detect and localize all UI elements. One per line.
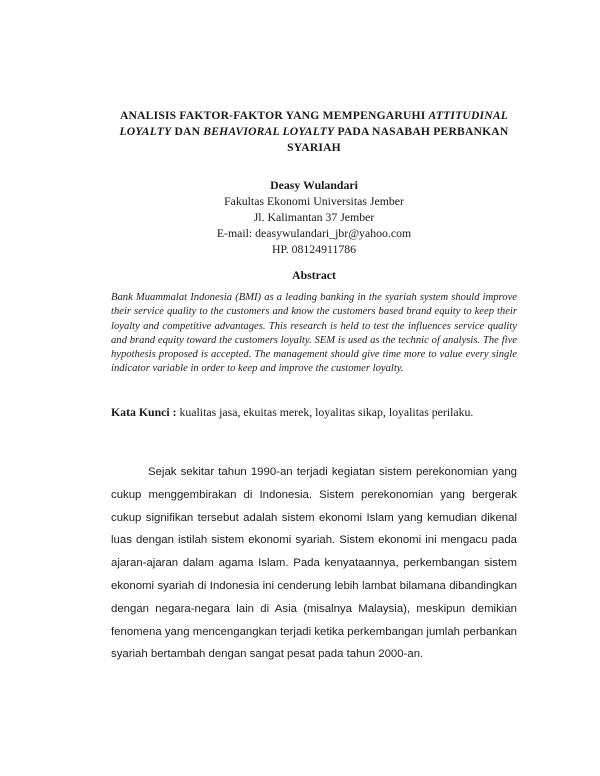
author-name: Deasy Wulandari xyxy=(270,178,358,192)
keywords-text: kualitas jasa, ekuitas merek, loyalitas sikap, loyalitas perilaku. xyxy=(176,405,474,419)
title-italic-behavioral-loyalty: BEHAVIORAL LOYALTY xyxy=(203,125,335,138)
title-part-3: PADA NASABAH PERBANKAN SYARIAH xyxy=(287,125,509,154)
keywords-line xyxy=(111,404,531,420)
author-affiliation: Fakultas Ekonomi Universitas Jember xyxy=(224,194,404,208)
paper-title xyxy=(100,108,528,156)
author-address: Jl. Kalimantan 37 Jember xyxy=(253,210,375,224)
keywords-label: Kata Kunci : xyxy=(111,405,177,419)
body-paragraph: Sejak sekitar tahun 1990-an terjadi kegiatan sistem perekonomian yang cukup menggembirakan di Indonesia. Sistem perekonomian yang bergerak cukup signifikan tersebut adalah sistem ekonomi Islam yang kemudian dikenal luas dengan istilah sistem ekonomi syariah. Sistem ekonomi ini mengacu pada ajaran-ajaran dalam agama Islam. Pada kenyataannya, perkembangan sistem ekonomi syariah di Indonesia ini cenderung lebih lambat bilamana dibandingkan dengan negara-negara lain di Asia (misalnya Malaysia), meskipun demikian fenomena yang mencengangkan terjadi ketika perkembangan jumlah perbankan syariah bertambah dengan sangat pesat pada tahun 2000-an. xyxy=(111,466,517,661)
title-part-1: ANALISIS FAKTOR-FAKTOR YANG MEMPENGARUHI xyxy=(119,109,429,122)
author-phone: HP. 08124911786 xyxy=(271,242,357,256)
abstract-text: Bank Muammalat Indonesia (BMI) as a leading banking in the syariah system should improve their service quality to the customers and know the customers based brand equity to keep their loyalty and competitive advantages. This research is held to test the influences service quality and brand equity toward the customers loyalty. SEM is used as the technic of analysis. The five hypothesis proposed is accepted. The management should give time more to value every single indicator variable in order to keep and improve the customer loyalty. xyxy=(111,292,517,375)
author-email: E-mail: deasywulandari_jbr@yahoo.com xyxy=(216,226,412,240)
abstract-heading: Abstract xyxy=(292,268,336,282)
author-block xyxy=(150,177,478,257)
title-part-2: DAN xyxy=(171,125,204,138)
title-italic-attitudinal-loyalty: ATTITUDINAL LOYALTY xyxy=(119,109,509,138)
